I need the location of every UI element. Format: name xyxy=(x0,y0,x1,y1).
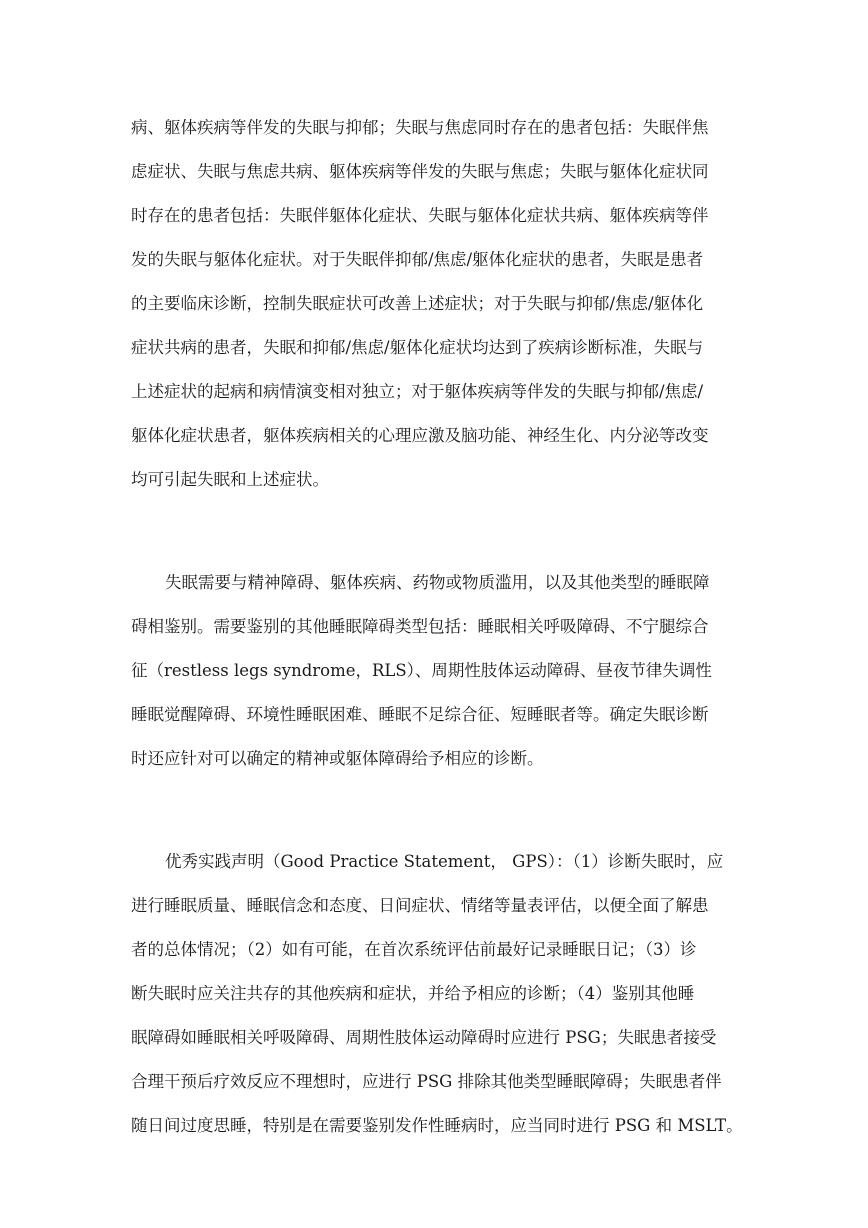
text-line: 睡眠觉醒障碍、环境性睡眠困难、睡眠不足综合征、短睡眠者等。确定失眠诊断 xyxy=(131,705,709,724)
text-line: 随日间过度思睡，特别是在需要鉴别发作性睡病时，应当同时进行 PSG 和 MSLT。 xyxy=(131,1116,743,1135)
text-line: 躯体化症状患者，躯体疾病相关的心理应激及脑功能、神经生化、内分泌等改变 xyxy=(131,426,709,445)
text-line: 征（restless legs syndrome，RLS）、周期性肢体运动障碍、昼夜节律失调性 xyxy=(131,661,712,680)
text-line: 者的总体情况；（2）如有可能，在首次系统评估前最好记录睡眠日记；（3）诊 xyxy=(131,940,697,959)
text-line: 眠障碍如睡眠相关呼吸障碍、周期性肢体运动障碍时应进行 PSG；失眠患者接受 xyxy=(131,1028,717,1047)
text-line: 合理干预后疗效反应不理想时，应进行 PSG 排除其他类型睡眠障碍；失眠患者伴 xyxy=(131,1072,722,1091)
text-line: 失眠需要与精神障碍、躯体疾病、药物或物质滥用，以及其他类型的睡眠障 xyxy=(165,573,710,592)
text-line: 断失眠时应关注共存的其他疾病和症状，并给予相应的诊断；（4）鉴别其他睡 xyxy=(131,984,695,1003)
text-line: 虑症状、失眠与焦虑共病、躯体疾病等伴发的失眠与焦虑；失眠与躯体化症状同 xyxy=(131,162,709,181)
text-line: 发的失眠与躯体化症状。对于失眠伴抑郁/焦虑/躯体化症状的患者，失眠是患者 xyxy=(131,250,704,269)
text-line: 上述症状的起病和病情演变相对独立；对于躯体疾病等伴发的失眠与抑郁/焦虑/ xyxy=(131,382,704,401)
text-line: 时还应针对可以确定的精神或躯体障碍给予相应的诊断。 xyxy=(131,749,544,768)
text-line: 优秀实践声明（Good Practice Statement， GPS）：（1）诊断失眠时，应 xyxy=(165,852,724,871)
text-line: 时存在的患者包括：失眠伴躯体化症状、失眠与躯体化症状共病、躯体疾病等伴 xyxy=(131,206,709,225)
text-line: 均可引起失眠和上述症状。 xyxy=(131,470,329,489)
text-line: 碍相鉴别。需要鉴别的其他睡眠障碍类型包括：睡眠相关呼吸障碍、不宁腿综合 xyxy=(131,617,709,636)
text-line: 症状共病的患者，失眠和抑郁/焦虑/躯体化症状均达到了疾病诊断标准，失眠与 xyxy=(131,338,704,357)
text-line: 进行睡眠质量、睡眠信念和态度、日间症状、情绪等量表评估，以便全面了解患 xyxy=(131,896,709,915)
text-line: 的主要临床诊断，控制失眠症状可改善上述症状；对于失眠与抑郁/焦虑/躯体化 xyxy=(131,294,704,313)
text-line: 病、躯体疾病等伴发的失眠与抑郁；失眠与焦虑同时存在的患者包括：失眠伴焦 xyxy=(131,118,709,137)
